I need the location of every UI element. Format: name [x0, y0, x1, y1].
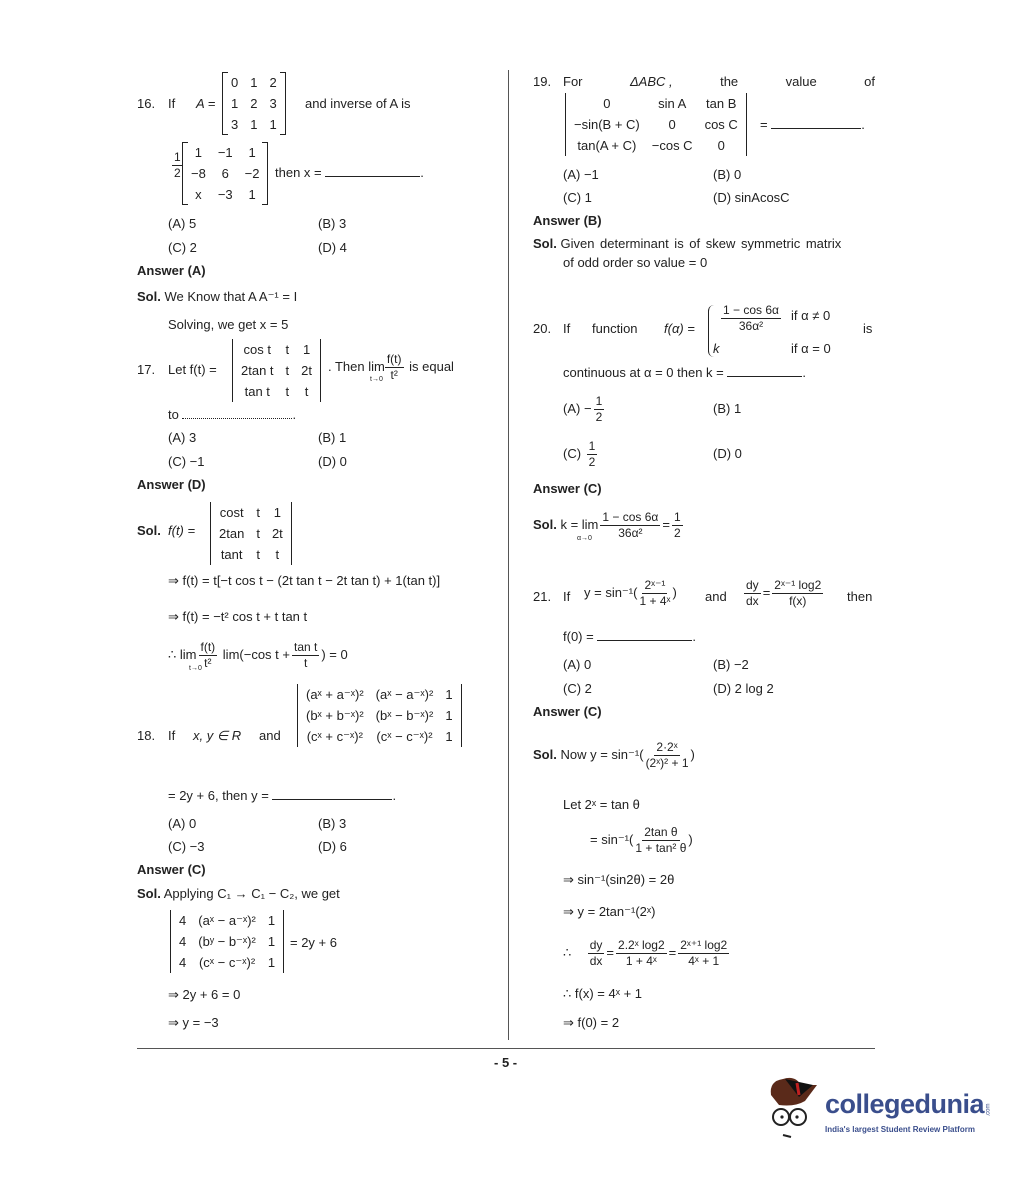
- q-number: 16.: [137, 96, 156, 111]
- matrix-cell: 1: [267, 913, 276, 928]
- answer: Answer (A): [137, 263, 206, 278]
- q-text: = .: [760, 117, 865, 132]
- solution-step: ⇒ f(0) = 2: [563, 1015, 620, 1030]
- matrix-cell: 1: [267, 955, 276, 970]
- determinant: [210, 502, 292, 565]
- matrix-row: [225, 93, 283, 114]
- matrix-cell: 2tan: [219, 526, 245, 541]
- option-a: (A) 0: [168, 816, 197, 831]
- matrix-cell: 1: [231, 96, 239, 111]
- matrix-cell: t: [256, 547, 260, 562]
- option-b: (B) 1: [713, 401, 742, 416]
- matrix-row: [225, 72, 283, 93]
- matrix-cell: (bʸ − b⁻ˣ)²: [198, 934, 256, 949]
- q-text: to .: [168, 407, 297, 422]
- solution-step: ⇒ sin⁻¹(sin2θ) = 2θ: [563, 872, 675, 887]
- matrix-cell: 1: [445, 729, 453, 744]
- matrix-cell: sin A: [658, 96, 687, 111]
- q-number: 19.: [533, 74, 552, 89]
- option-c: (C) $\frac{1}{2}$: [563, 439, 596, 469]
- fraction-half: $\frac{1}{2}$: [174, 150, 181, 180]
- matrix-cell: 1: [269, 117, 277, 132]
- matrix-cell: 2: [269, 75, 277, 90]
- footer-rule: [137, 1048, 875, 1049]
- matrix-cell: 2tan t: [241, 363, 274, 378]
- matrix-cell: 1: [248, 187, 256, 202]
- q-text: If: [168, 96, 176, 111]
- answer: Answer (C): [533, 704, 602, 719]
- matrix-cell: −1: [217, 145, 233, 160]
- matrix-cell: 3: [269, 96, 277, 111]
- option-d: (D) 2 log 2: [713, 681, 774, 696]
- option-a: (A) 3: [168, 430, 197, 445]
- matrix-cell: t: [256, 526, 260, 541]
- matrix-row: [225, 114, 283, 135]
- matrix-grid: [235, 339, 318, 402]
- matrix-a: [222, 72, 286, 135]
- matrix-cell: 2t: [301, 363, 312, 378]
- matrix-cell: t: [304, 384, 309, 399]
- matrix-cell: 4: [179, 955, 187, 970]
- matrix-cell: −sin(B + C): [574, 117, 640, 132]
- option-b: (B) 3: [318, 816, 347, 831]
- matrix-cell: (aˣ − a⁻ˣ)²: [375, 687, 434, 702]
- matrix-cell: 2: [250, 96, 258, 111]
- option-a: (A) −1: [563, 167, 599, 182]
- answer: Answer (B): [533, 213, 602, 228]
- q-text: $\frac{dy}{dx}$ = $\frac{\text{2ˣ⁻¹ log2}}{f(x)}$: [746, 578, 822, 608]
- q-text: and inverse of A is: [305, 96, 411, 111]
- matrix-cell: 3: [231, 117, 239, 132]
- solution-step: ∴ f(x) = 4ˣ + 1: [563, 986, 643, 1001]
- matrix-cell: tan B: [706, 96, 737, 111]
- q-number: 20.: [533, 321, 552, 336]
- column-divider: [508, 70, 509, 1040]
- matrix-cell: −8: [191, 166, 206, 181]
- matrix-cell: tan t: [244, 384, 270, 399]
- matrix-row: [173, 952, 281, 973]
- option-d: (D) sinAcosC: [713, 190, 790, 205]
- matrix-cell: t: [275, 547, 280, 562]
- q-number: 17.: [137, 362, 156, 377]
- matrix-cell: 0: [668, 117, 676, 132]
- solution-step: ⇒ y = 2tan⁻¹(2ˣ): [563, 904, 656, 919]
- determinant: [565, 93, 747, 156]
- matrix-cell: 0: [603, 96, 611, 111]
- matrix-cell: cos C: [704, 117, 738, 132]
- matrix-row: [185, 184, 265, 205]
- q-text: then: [847, 589, 873, 604]
- matrix-row: [568, 114, 744, 135]
- matrix-cell: t: [256, 505, 260, 520]
- page-number: - 5 -: [494, 1055, 518, 1070]
- matrix-cell: 0: [231, 75, 239, 90]
- q-text: If: [563, 589, 571, 604]
- matrix-cell: (aˣ − a⁻ˣ)²: [198, 913, 256, 928]
- matrix-row: [185, 163, 265, 184]
- solution-step: of odd order so value = 0: [563, 255, 708, 270]
- matrix-cell: tant: [220, 547, 243, 562]
- matrix-cell: (cˣ − c⁻ˣ)²: [376, 729, 433, 744]
- matrix-row: [300, 705, 459, 726]
- matrix-cell: t: [285, 363, 290, 378]
- matrix-row: [235, 360, 318, 381]
- option-d: (D) 6: [318, 839, 347, 854]
- matrix-cell: 4: [179, 913, 187, 928]
- solution-step: ∴ lim $\frac{f(t)}{\text{t²}}$ lim(−cos t + $\frac{\text{tan t}}{t}$ ) = 0: [168, 640, 348, 670]
- option-c: (C) −3: [168, 839, 205, 854]
- limit-subscript: α→0: [577, 535, 592, 542]
- matrix-cell: (cˣ + c⁻ˣ)²: [306, 729, 363, 744]
- option-d: (D) 4: [318, 240, 347, 255]
- solution-step: ⇒ f(t) = t[−t cos t − (2t tan t − 2t tan t) + 1(tan t)]: [168, 573, 441, 588]
- option-d: (D) 0: [713, 446, 742, 461]
- q-text: then x = .: [275, 165, 424, 180]
- matrix-cell: t: [285, 342, 290, 357]
- solution-step: ∴ $\frac{dy}{dx}$ = $\frac{\text{2.2ˣ log2}}{\text{1 + 4ˣ}}$ = $\frac{\text{2ˣ⁺¹ log2}}{\text{4ˣ + 1}}$: [563, 938, 728, 968]
- answer: Answer (C): [137, 862, 206, 877]
- solution: Sol. Now y = sin⁻¹( $\frac{\text{2·2ˣ}}{\text{(2ˣ)² + 1}}$ ): [533, 740, 695, 770]
- option-b: (B) −2: [713, 657, 749, 672]
- q-text: A =: [196, 96, 216, 111]
- matrix-cell: 1: [302, 342, 311, 357]
- matrix-cell: 6: [221, 166, 229, 181]
- solution-step: Let 2ˣ = tan θ: [563, 797, 640, 812]
- logo-wordmark: collegedunia: [825, 1089, 985, 1119]
- matrix-row: [173, 931, 281, 952]
- option-b: (B) 3: [318, 216, 347, 231]
- matrix-grid: [173, 910, 281, 973]
- matrix-row: [568, 93, 744, 114]
- solution-label: Sol.: [137, 523, 161, 538]
- option-c: (C) 1: [563, 190, 592, 205]
- q-text: = 2y + 6, then y = .: [168, 788, 397, 803]
- logo-suffix: .com: [985, 1103, 992, 1117]
- q-number: 21.: [533, 589, 552, 604]
- q-text: Let f(t) =: [168, 362, 217, 377]
- option-b: (B) 1: [318, 430, 347, 445]
- matrix-row: [300, 726, 459, 747]
- option-c: (C) 2: [563, 681, 592, 696]
- matrix-cell: −cos C: [651, 138, 693, 153]
- q-text: is: [863, 321, 873, 336]
- matrix-cell: (aˣ + a⁻ˣ)²: [306, 687, 364, 702]
- collegedunia-logo: [765, 1075, 995, 1145]
- matrix-cell: x: [195, 187, 202, 202]
- matrix-grid: [568, 93, 744, 156]
- answer: Answer (D): [137, 477, 206, 492]
- option-a: (A) 5: [168, 216, 197, 231]
- matrix-cell: 1: [273, 505, 281, 520]
- option-c: (C) −1: [168, 454, 205, 469]
- matrix-cell: (bˣ + b⁻ˣ)²: [306, 708, 364, 723]
- limit-subscript: t→0: [370, 376, 383, 383]
- matrix-cell: 1: [267, 934, 276, 949]
- limit-subscript: t→0: [189, 665, 202, 672]
- matrix-row: [235, 339, 318, 360]
- solution: Sol. k = lim $\frac{1 - \cos 6\alpha}{\text{36α²}}$ = $\frac{1}{2}$: [533, 510, 681, 540]
- matrix-cell: cos t: [243, 342, 271, 357]
- matrix-cell: 1: [248, 145, 256, 160]
- logo-tagline: India's largest Student Review Platform: [825, 1125, 975, 1134]
- matrix-cell: 4: [179, 934, 187, 949]
- option-a: (A) − $\frac{1}{2}$: [563, 394, 603, 424]
- matrix-cell: 1: [250, 117, 258, 132]
- matrix-row: [568, 135, 744, 156]
- option-d: (D) 0: [318, 454, 347, 469]
- mascot-icon: [765, 1075, 821, 1141]
- solution-step: f(t) =: [168, 523, 196, 538]
- matrix-grid: [300, 684, 459, 747]
- matrix-cell: −3: [217, 187, 233, 202]
- q-text: function: [592, 321, 638, 336]
- matrix-cell: 2t: [271, 526, 283, 541]
- determinant: [297, 684, 462, 747]
- matrix-row: [173, 910, 281, 931]
- solution-step: ⇒ y = −3: [168, 1015, 219, 1030]
- matrix-row: [235, 381, 318, 402]
- q-text: For ΔABC , the value of: [563, 74, 875, 89]
- solution-step: ⇒ 2y + 6 = 0: [168, 987, 241, 1002]
- solution-step: = 2y + 6: [290, 935, 337, 950]
- q-text: and: [259, 728, 281, 743]
- matrix-cell: −2: [244, 166, 260, 181]
- solution: Sol. Applying C₁ → C₁ − C₂, we get: [137, 886, 340, 901]
- matrix-row: [185, 142, 265, 163]
- q-text: and: [705, 589, 727, 604]
- matrix-cell: (bˣ − b⁻ˣ)²: [375, 708, 434, 723]
- solution: Sol. Given determinant is of skew symmetric matrix: [533, 236, 842, 251]
- matrix-row: [300, 684, 459, 705]
- answer: Answer (C): [533, 481, 602, 496]
- q-number: 18.: [137, 728, 156, 743]
- q-text: continuous at α = 0 then k = .: [563, 365, 806, 380]
- q-text: x, y ∈ R: [193, 728, 242, 743]
- matrix-cell: t: [285, 384, 290, 399]
- matrix-cell: 0: [717, 138, 725, 153]
- matrix-grid: [185, 142, 265, 205]
- piecewise-cases: $\frac{1 - \cos 6\alpha}{\text{36α²}}$ if α ≠ 0 k if α = 0: [708, 305, 863, 357]
- q-text: f(0) = .: [563, 629, 696, 644]
- solution-step: ⇒ f(t) = −t² cos t + t tan t: [168, 609, 308, 624]
- option-c: (C) 2: [168, 240, 197, 255]
- matrix-inverse: [182, 142, 268, 205]
- matrix-row: [213, 544, 289, 565]
- matrix-grid: [213, 502, 289, 565]
- q-text: If: [563, 321, 571, 336]
- matrix-row: [213, 523, 289, 544]
- matrix-row: [213, 502, 289, 523]
- matrix-grid: [225, 72, 283, 135]
- q-text: y = sin⁻¹( $\frac{\text{2ˣ⁻¹}}{\text{1 + 4ˣ}}$ ): [584, 578, 677, 608]
- q-text: f(α) =: [664, 321, 695, 336]
- determinant: [232, 339, 321, 402]
- matrix-cell: (cˣ − c⁻ˣ)²: [198, 955, 256, 970]
- matrix-cell: 1: [445, 687, 453, 702]
- matrix-cell: cost: [219, 505, 244, 520]
- matrix-cell: 1: [250, 75, 258, 90]
- option-b: (B) 0: [713, 167, 742, 182]
- option-a: (A) 0: [563, 657, 592, 672]
- solution-step: Solving, we get x = 5: [168, 317, 289, 332]
- q-text: . Then lim $\frac{f(t)}{\text{t²}}$ is equal: [328, 352, 454, 382]
- q-text: If: [168, 728, 176, 743]
- solution-step: = sin⁻¹( $\frac{\text{2tan θ}}{\text{1 + tan² θ}}$ ): [590, 825, 693, 855]
- matrix-cell: 1: [445, 708, 453, 723]
- determinant: [170, 910, 284, 973]
- matrix-cell: 1: [194, 145, 203, 160]
- solution: Sol. We Know that A A⁻¹ = I: [137, 289, 298, 304]
- matrix-cell: tan(A + C): [577, 138, 637, 153]
